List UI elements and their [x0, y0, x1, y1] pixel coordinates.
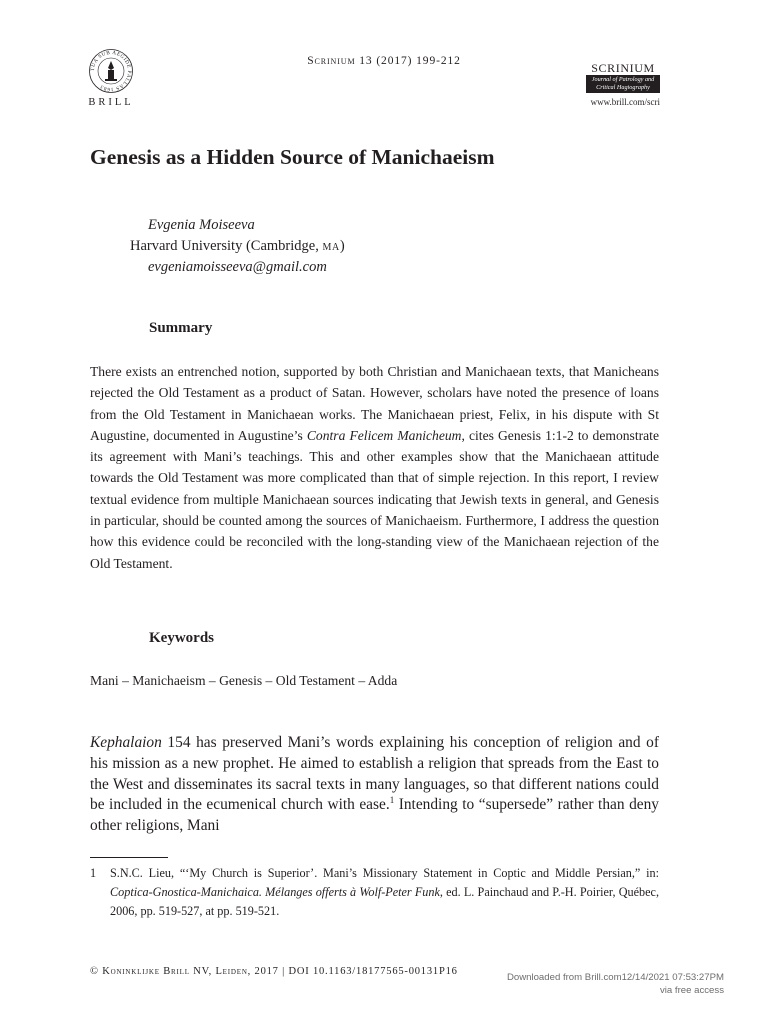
download-stamp-line-1: Downloaded from Brill.com12/14/2021 07:53:27PM [506, 972, 724, 983]
footnote-number: 1 [90, 866, 97, 880]
summary-heading: Summary [149, 320, 213, 336]
affiliation-state: ma [322, 238, 340, 254]
publisher-name: BRILL [88, 97, 134, 108]
body-text-1: 154 has preserved Mani’s words explaining his conception of religion and of his mission as a new prophet. He aimed to establish a religion that spreads from the East to the West and disseminates its sacral texts in many languages, so that different nations could be included in the ecumenical church with ease. [90, 734, 659, 814]
footnote-text [110, 864, 659, 921]
body-text-2: Intending to “supersede” rather than deny other religions, Mani [90, 796, 659, 835]
footnote [90, 864, 659, 921]
summary-part-2: , cites Genesis 1:1-2 to demonstrate its agreement with Mani’s teachings. This and other examples show that the Manichaean attitude towards the Old Testament was more complicated than that of simple rejection. In this report, I review textual evidence from multiple Manichaean sources indicating that Jewish texts in general, and Genesis in particular, should be counted among the sources of Manichaeism. Furthermore, I address the question how this evidence could be reconciled with the long-standing view of the Manichaean rejection of the Old Testament. [90, 427, 659, 571]
copyright-line: © Koninklijke Brill NV, Leiden, 2017 | DOI 10.1163/18177565-00131P16 [90, 966, 458, 977]
journal-url[interactable]: www.brill.com/scri [590, 97, 660, 107]
journal-subtitle-line-1: Journal of Patrology and [591, 76, 655, 83]
footnote-ref[interactable]: 1 [389, 795, 395, 806]
journal-name: SCRINIUM [591, 61, 655, 75]
article-title: Genesis as a Hidden Source of Manichaeism [90, 145, 495, 169]
summary-part-1: There exists an entrenched notion, supported by both Christian and Manichaean texts, that Manicheans rejected the Old Testament as a product of Satan. However, scholars have noted the presence of loans from the Old Testament in Manichaean works. The Manichaean priest, Felix, in his dispute with St Augustine, documented in Augustine’s [90, 364, 659, 443]
summary-text [90, 361, 659, 574]
footnote-divider [90, 857, 168, 858]
footnote-text-1: S.N.C. Lieu, “‘My Church is Superior’. Mani’s Missionary Statement in Coptic and Middle Persian,” in: [110, 866, 659, 880]
footnote-italic: Coptica-Gnostica-Manichaica. Mélanges offerts à Wolf-Peter Funk [110, 885, 440, 899]
body-italic-lead: Kephalaion [90, 734, 162, 751]
seal-text: TUA SUB AEGIDE PALLAS 1683 [89, 49, 133, 93]
affiliation-suffix: ) [339, 238, 345, 254]
download-stamp-line-2: via free access [660, 985, 724, 996]
keywords-heading: Keywords [149, 630, 214, 646]
body-paragraph [90, 733, 659, 837]
author-affiliation [90, 236, 345, 257]
author-email[interactable]: evgeniamoisseeva@gmail.com [148, 259, 327, 275]
affiliation-prefix: Harvard University (Cambridge, [130, 238, 323, 254]
author-block [90, 215, 345, 278]
journal-citation: Scrinium 13 (2017) 199-212 [307, 55, 461, 67]
footnote-text-2: , ed. L. Painchaud and P.-H. Poirier, Québec, 2006, pp. 519-527, at pp. 519-521. [110, 885, 659, 918]
journal-subtitle-line-2: Critical Hagiography [596, 83, 650, 91]
journal-logo [586, 61, 660, 93]
keywords-list: Mani – Manichaeism – Genesis – Old Testament – Adda [90, 673, 398, 688]
journal-subtitle [586, 75, 660, 93]
download-stamp [507, 971, 724, 997]
summary-italic-title: Contra Felicem Manicheum [306, 427, 462, 443]
author-name: Evgenia Moiseeva [148, 217, 255, 233]
